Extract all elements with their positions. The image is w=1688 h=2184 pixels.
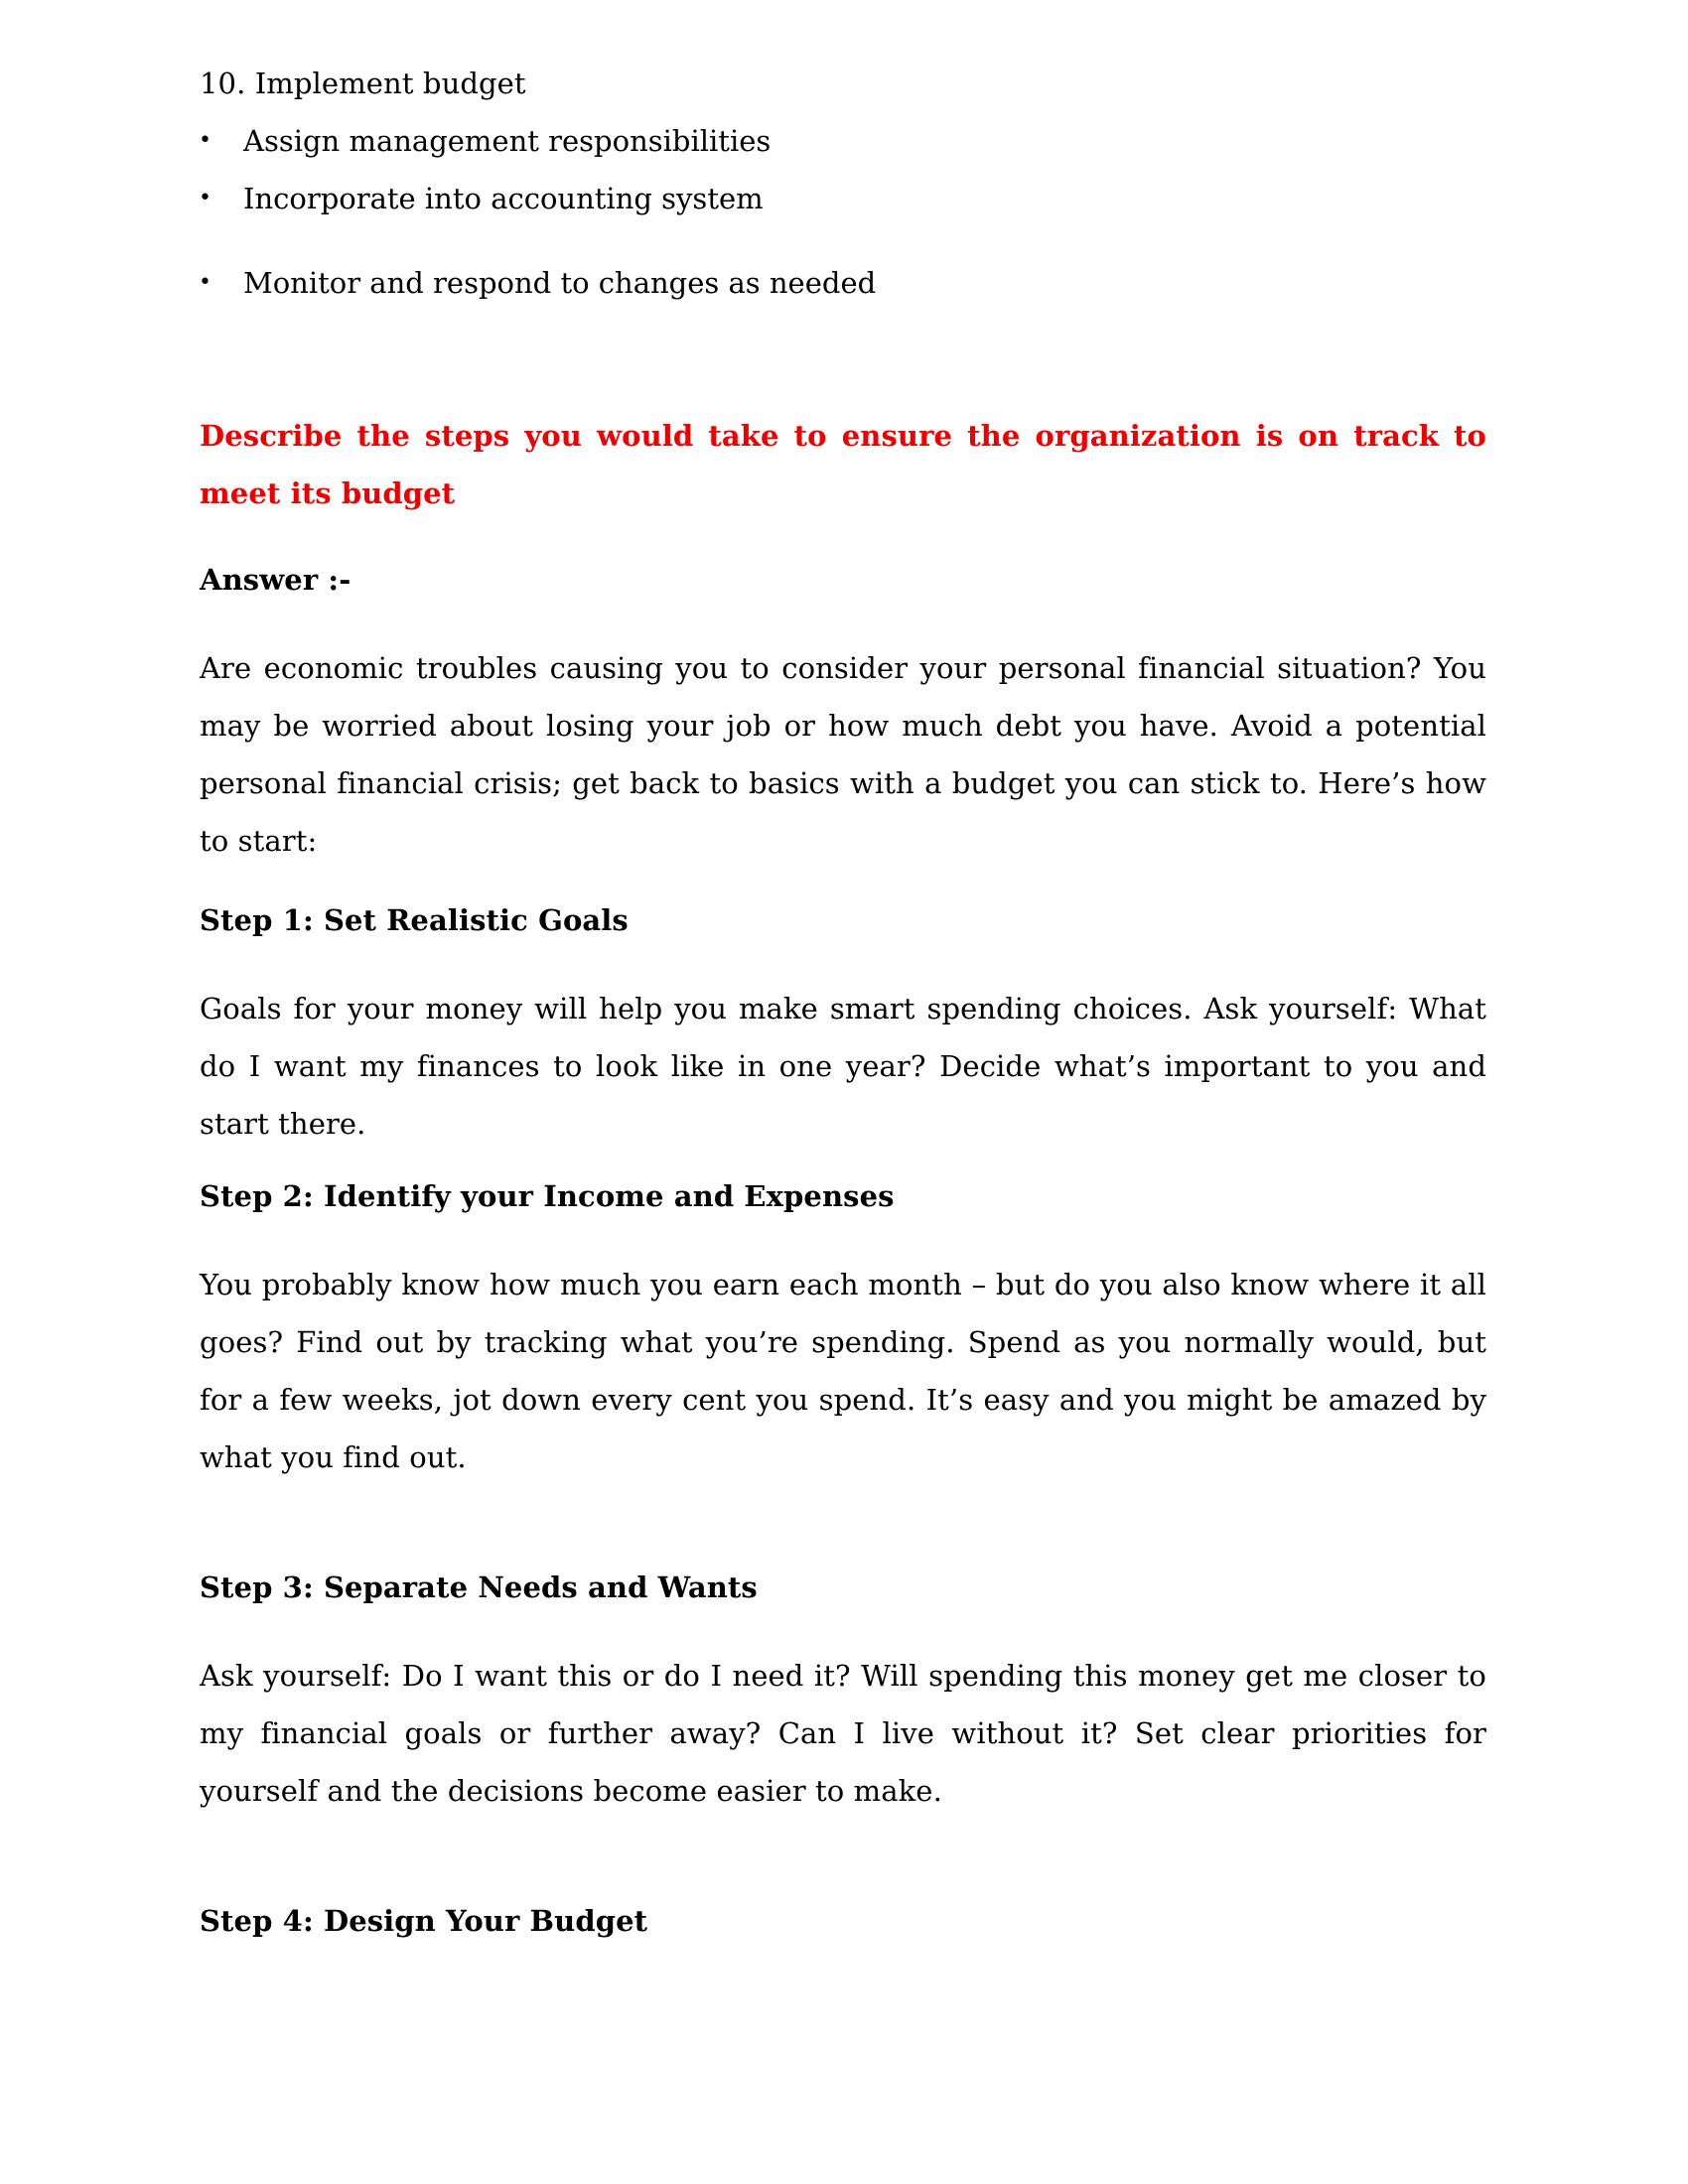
question-heading: Describe the steps you would take to ensure the organization is on track to meet its budget xyxy=(200,419,1486,510)
step-2-body: You probably know how much you earn each month – but do you also know where it all goes? Find out by tracking what you’re spending. Spend as you normally would, but for a few weeks, jot down every cent you spend. It’s easy and you might be amazed by what you find out. xyxy=(200,1268,1486,1474)
bullet-icon: • xyxy=(199,186,211,210)
step-3-title: Step 3: Separate Needs and Wants xyxy=(200,1570,758,1604)
bullet-text: Monitor and respond to changes as needed xyxy=(243,266,877,300)
intro-paragraph: Are economic troubles causing you to consider your personal financial situation? You may be worried about losing your job or how much debt you have. Avoid a potential personal financial crisis; get back to basics with a budget you can stick to. Here’s how to start: xyxy=(200,651,1486,858)
answer-label: Answer :- xyxy=(200,563,352,597)
step-3-body: Ask yourself: Do I want this or do I need it? Will spending this money get me closer to my financial goals or further away? Can I live without it? Set clear priorities for yourself and the decisions become easier to make. xyxy=(200,1659,1486,1808)
bullet-icon: • xyxy=(199,128,211,153)
list-item xyxy=(199,254,877,312)
list-item xyxy=(199,170,764,227)
list-item xyxy=(199,112,772,170)
step-1-title: Step 1: Set Realistic Goals xyxy=(200,903,629,937)
step-4-title: Step 4: Design Your Budget xyxy=(200,1904,648,1938)
bullet-text: Assign management responsibilities xyxy=(243,124,772,158)
list-heading: 10. Implement budget xyxy=(200,67,526,100)
step-2-title: Step 2: Identify your Income and Expenses xyxy=(200,1179,895,1213)
bullet-icon: • xyxy=(199,270,211,295)
step-1-body: Goals for your money will help you make smart spending choices. Ask yourself: What do I want my finances to look like in one year? Decide what’s important to you and start there. xyxy=(200,992,1486,1141)
bullet-text: Incorporate into accounting system xyxy=(243,182,764,215)
